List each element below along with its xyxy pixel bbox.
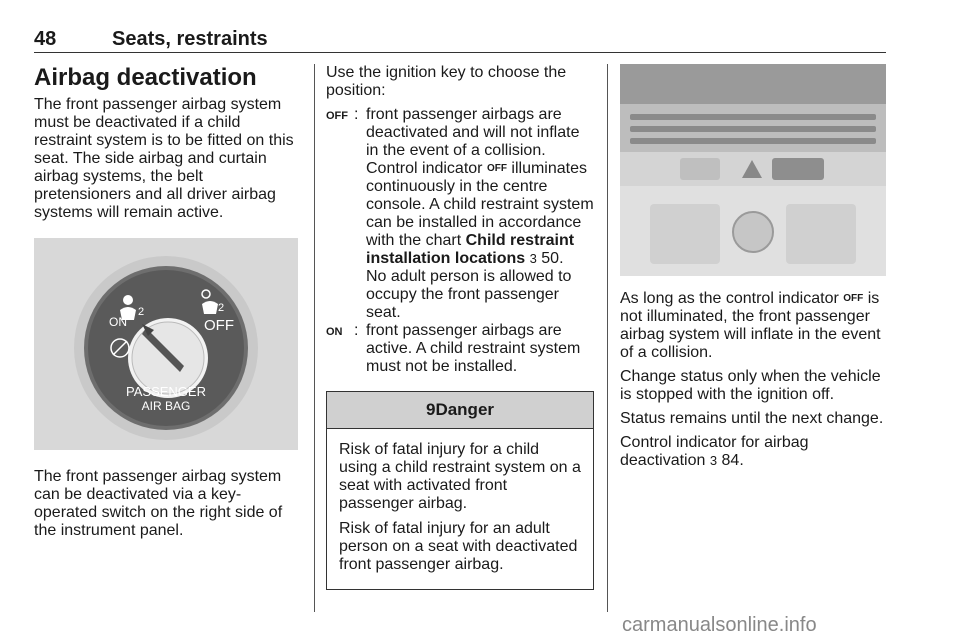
danger-paragraph-1: Risk of fatal injury for a child using a child restraint system on a seat with activated front passenger airbag. — [339, 441, 581, 512]
switch-off-label: OFF — [204, 317, 234, 334]
position-intro: Use the ignition key to choose the position: — [326, 64, 567, 99]
watermark: carmanualsonline.info — [622, 614, 817, 636]
switch-seat-number-right: 2 — [218, 302, 225, 314]
page-ref-arrow-icon: 3 — [709, 453, 718, 468]
danger-body — [327, 429, 593, 589]
status-paragraph: As long as the control indicator $^{OFF}$ is not illuminated, the front passenger airbag system will inflate in the event of a collision. — [620, 290, 881, 361]
danger-header — [327, 392, 593, 429]
child-restraint-link[interactable]: Child restraint installation locations — [366, 232, 575, 267]
switch-seat-number-left: 2 — [138, 306, 145, 318]
column-divider-1 — [314, 64, 315, 612]
switch-on-label: ON — [109, 315, 127, 329]
column-middle — [326, 64, 594, 590]
danger-paragraph-2: Risk of fatal injury for an adult person on a seat with deactivated front passenger airbag. — [339, 520, 578, 573]
centre-console-photo — [620, 64, 886, 276]
airbag-switch-illustration — [34, 238, 298, 450]
switch-caption-line1: PASSENGER — [126, 384, 206, 399]
airbag-off-icon: OFF — [486, 163, 507, 174]
airbag-switch-image — [34, 238, 298, 450]
position-list — [326, 106, 594, 376]
page-ref-arrow-icon: 3 — [529, 251, 537, 266]
switch-paragraph: The front passenger airbag system can be deactivated via a key-operated switch on the right side of the instrument panel. — [34, 468, 283, 539]
column-right — [620, 64, 886, 476]
warning-triangle-icon: 9 — [425, 400, 436, 419]
position-off-description: front passenger airbags are deactivated and will not inflate in the event of a collision. Control indicator $^{OFF}$ illuminates continuously in the centre console. A child restraint system can be installed in accordance with the chart Child restraint installation locations 3 50. No adult person is allowed to occupy the front passenger seat. — [366, 106, 594, 321]
danger-box — [326, 391, 594, 590]
danger-title: Danger — [435, 400, 495, 419]
airbag-off-icon: OFF — [326, 110, 348, 122]
airbag-off-icon: OFF — [843, 293, 864, 304]
page-number: 48 — [34, 28, 57, 50]
column-divider-2 — [607, 64, 608, 612]
change-status-paragraph: Change status only when the vehicle is stopped with the ignition off. — [620, 368, 881, 403]
intro-paragraph: The front passenger airbag system must be deactivated if a child restraint system is to be fitted on this seat. The side airbag and curtain airbag systems, the belt pretensioners and all driver airbag systems will remain active. — [34, 96, 294, 221]
section-title: Seats, restraints — [112, 28, 268, 50]
main-heading: Airbag deactivation — [34, 64, 257, 91]
list-item: OFF : front passenger airbags are deactivated and will not inflate in the event of a collision. Control indicator $^{OFF}$ illuminates continuously in the centre console. A child restraint system can be installed in accordance with the chart Child restraint installation locations 3 50. No adult person is allowed to occupy the front passenger seat. — [326, 106, 594, 321]
centre-console-illustration — [620, 64, 886, 276]
position-on-description: front passenger airbags are active. A child restraint system must not be installed. — [366, 322, 581, 375]
page-header — [34, 28, 886, 53]
airbag-on-icon: ON — [326, 326, 343, 338]
indicator-ref-paragraph: Control indicator for airbag deactivation 3 84. — [620, 434, 809, 469]
status-remains-paragraph: Status remains until the next change. — [620, 410, 884, 427]
switch-caption-line2: AIR BAG — [141, 399, 191, 413]
list-item: ON : front passenger airbags are active. A child restraint system must not be installed. — [326, 322, 594, 376]
column-left — [34, 64, 298, 544]
